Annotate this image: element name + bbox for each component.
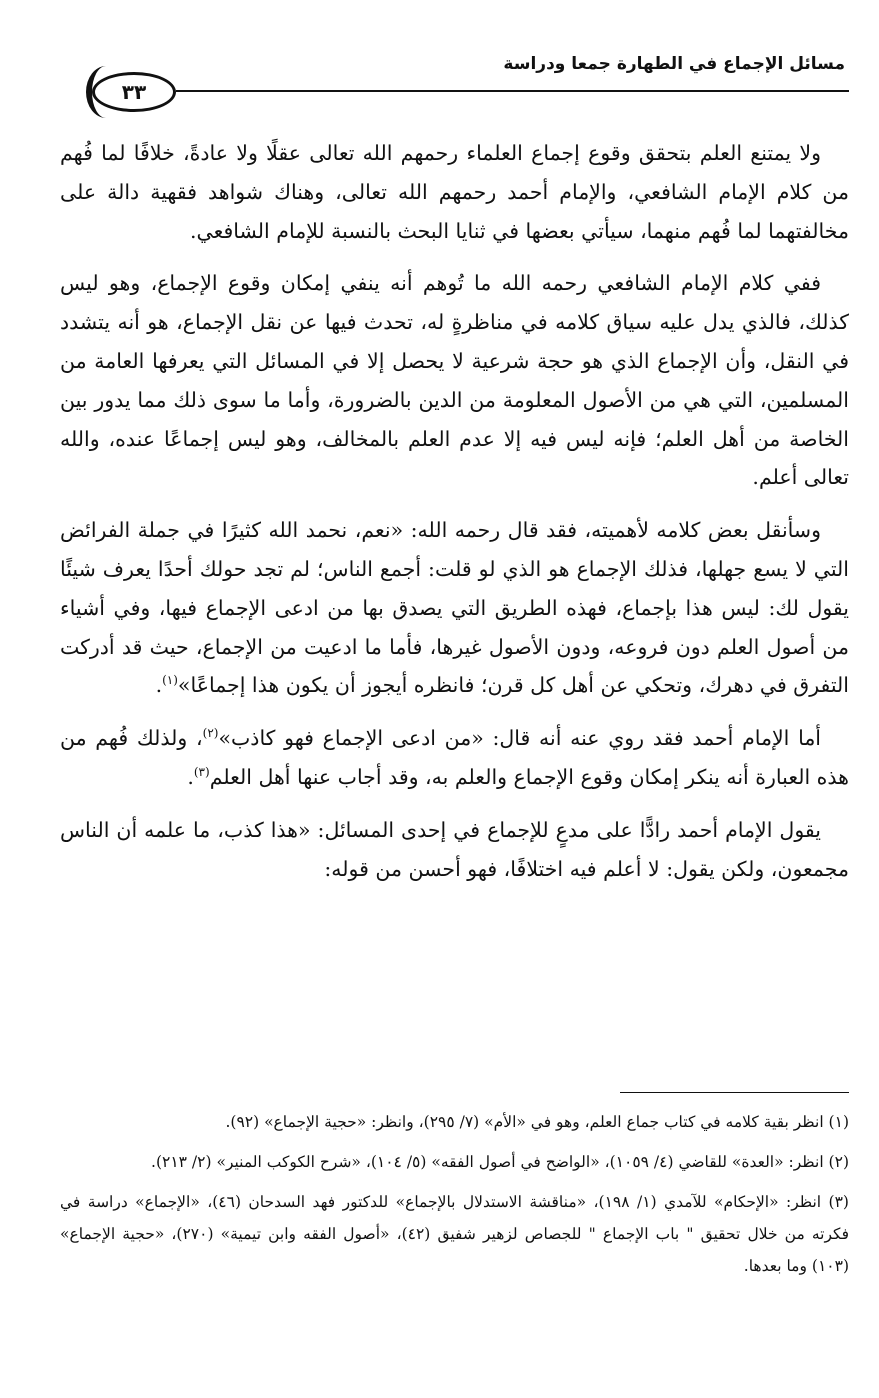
main-text xyxy=(60,134,849,902)
paragraph-3-end: . xyxy=(155,673,163,698)
header-rule xyxy=(176,90,849,92)
paragraph-3-text: وسأنقل بعض كلامه لأهميته، فقد قال رحمه الله: «نعم، نحمد الله كثيرًا في جملة الفرائض التي لا يسع جهلها، فذلك الإجماع هو الذي لو قلت: أجمع الناس؛ لم تجد حولك أحدًا يعرف شيئًا يقول لك: ليس هذا بإجماع، فهذه الطريق التي يصدق بها من ادعى الإجماع فيها، وفي أشياء من أصول العلم دون فروعه، ودون الأصول غيرها، فأما ما ادعيت من الإجماع، حيث قد أدركت التفرق في دهرك، وتحكي عن أهل كل قرن؛ فانظره أيجوز أن يكون هذا إجماعًا» xyxy=(60,518,849,698)
paragraph-5-text: يقول الإمام أحمد رادًّا على مدعٍ للإجماع في إحدى المسائل: «هذا كذب، ما علمه أن الناس مجمعون، ولكن يقول: لا أعلم فيه اختلافًا، فهو أحسن من قوله: xyxy=(60,817,849,881)
footnote-ref-2[interactable]: (٢) xyxy=(202,726,219,741)
paragraph-4-continued: ، ولذلك فُهم من هذه العبارة أنه ينكر إمكان وقوع الإجماع والعلم به، وقد أجاب عنها أهل العلم xyxy=(60,726,849,789)
paragraph-2 xyxy=(60,264,849,497)
footnote-ref-3[interactable]: (٣) xyxy=(193,765,210,780)
footnote-1: (١) انظر بقية كلامه في كتاب جماع العلم، وهو في «الأم» (٧/ ٢٩٥)، وانظر: «حجية الإجماع» (٩٢). xyxy=(225,1113,849,1131)
footnote-3: (٣) انظر: «الإحكام» للآمدي (١/ ١٩٨)، «مناقشة الاستدلال بالإجماع» للدكتور فهد السدحان (٤٦)، «الإجماع» دراسة في فكرته من خلال تحقيق " باب الإجماع " للجصاص لزهير شفيق (٤٢)، «أصول الفقه وابن تيمية» (٢٧٠)، «حجية الإجماع» (١٠٣) وما بعدها. xyxy=(60,1193,849,1275)
paragraph-3 xyxy=(60,511,849,705)
footnotes xyxy=(60,1106,849,1290)
paragraph-4-end: . xyxy=(187,764,194,789)
footnote-ref-1[interactable]: (١) xyxy=(162,673,178,688)
paragraph-1 xyxy=(60,134,849,250)
paragraph-1-text: ولا يمتنع العلم بتحقق وقوع إجماع العلماء رحمهم الله تعالى عقلًا ولا عادةً، خلافًا لما فُهم من كلام الإمام الشافعي، والإمام أحمد رحمهم الله تعالى، وهناك شواهد فقهية دالة على مخالفتهما لما فُهم منهما، سيأتي بعضها في ثنايا البحث بالنسبة للإمام الشافعي. xyxy=(60,141,849,243)
paragraph-2-text: ففي كلام الإمام الشافعي رحمه الله ما تُوهم أنه ينفي إمكان وقوع الإجماع، وهو ليس كذلك، فالذي يدل عليه سياق كلامه في مناظرةٍ له، تحدث فيها عن نقل الإجماع، هو أنه يتشدد في النقل، وأن الإجماع الذي هو حجة شرعية لا يحصل إلا في المسائل التي يعرفها العامة من المسلمين، التي هي من الأصول المعلومة من الدين بالضرورة، وأما ما سوى ذلك مما يدور بين الخاصة من أهل العلم؛ فإنه ليس فيه إلا عدم العلم بالمخالف، وهو ليس إجماعًا عنده، والله تعالى أعلم. xyxy=(60,271,849,490)
footnote-2: (٢) انظر: «العدة» للقاضي (٤/ ١٠٥٩)، «الواضح في أصول الفقه» (٥/ ١٠٤)، «شرح الكوكب المنير» (٢/ ٢١٣). xyxy=(151,1153,849,1171)
page-number-badge: ٣٣ xyxy=(92,72,176,112)
paragraph-5 xyxy=(60,811,849,889)
paragraph-4-text: أما الإمام أحمد فقد روي عنه أنه قال: «من ادعى الإجماع فهو كاذب» xyxy=(218,726,821,751)
paragraph-4 xyxy=(60,719,849,797)
running-header-title: مسائل الإجماع في الطهارة جمعا ودراسة xyxy=(503,54,845,74)
footnote-separator xyxy=(620,1092,849,1093)
